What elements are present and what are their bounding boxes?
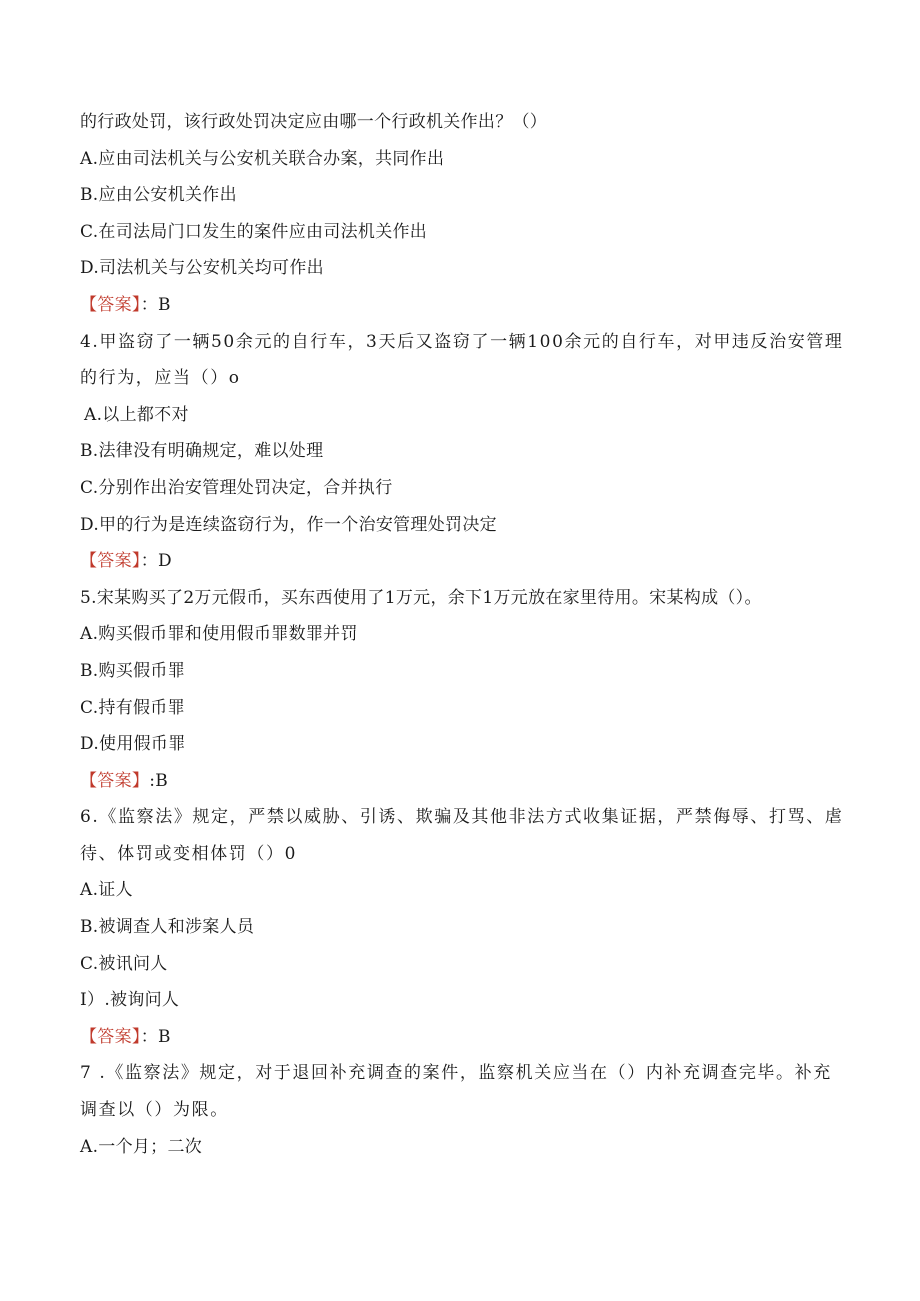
text-line: A.证人: [80, 880, 133, 901]
text-line: A.一个月；二次: [80, 1136, 203, 1157]
answer-value: :B: [149, 770, 169, 791]
text-line: D.使用假币罪: [80, 734, 186, 755]
answer-value: ：B: [140, 1026, 171, 1047]
question-text: 6.《监察法》规定，严禁以威胁、引诱、欺骗及其他非法方式收集证据，严禁侮辱、打骂、虐待、体罚或变相体罚（）0: [80, 807, 844, 864]
text-line: C.分别作出治安管理处罚决定，合并执行: [80, 477, 393, 498]
question-text: 4.甲盗窃了一辆50余元的自行车，3天后又盗窃了一辆100余元的自行车，对甲违反治安管理的行为，应当（）o: [80, 331, 844, 389]
text-line: 5.宋某购买了2万元假币，买东西使用了1万元，余下1万元放在家里待用。宋某构成（）。: [80, 587, 762, 608]
text-line: B.被调查人和涉案人员: [80, 917, 255, 938]
text-line: D.司法机关与公安机关均可作出: [80, 258, 324, 279]
answer-line: [80, 1019, 850, 1056]
text-line: A.购买假币罪和使用假币罪数罪并罚: [80, 624, 358, 645]
text-line: C.被讯问人: [80, 953, 168, 974]
document-body: [80, 104, 850, 1165]
answer-label: 【答案】: [80, 551, 141, 572]
text-line: A.以上都不对: [84, 404, 189, 425]
question-text: 7 .《监察法》规定，对于退回补充调查的案件，监察机关应当在（）内补充调查完毕。补充调查以（）为限。: [80, 1063, 832, 1121]
text-line: 的行政处罚，该行政处罚决定应由哪一个行政机关作出？（）: [80, 112, 548, 132]
text-line: B.购买假币罪: [80, 660, 185, 681]
answer-line: [80, 287, 850, 324]
answer-label: 【答案】: [80, 294, 141, 315]
text-line: A.应由司法机关与公安机关联合办案，共同作出: [80, 148, 445, 169]
answer-value: ：B: [140, 294, 171, 315]
text-line: I）.被询问人: [80, 990, 180, 1011]
answer-label: 【答案】: [80, 770, 150, 791]
answer-value: ：D: [140, 551, 172, 572]
text-line: B.应由公安机关作出: [80, 185, 237, 206]
text-line: C.在司法局门口发生的案件应由司法机关作出: [80, 221, 428, 242]
answer-label: 【答案】: [80, 1026, 141, 1047]
text-line: C.持有假币罪: [80, 697, 185, 718]
answer-line: [80, 543, 850, 580]
text-line: D.甲的行为是连续盗窃行为，作一个治安管理处罚决定: [80, 514, 497, 535]
text-line: B.法律没有明确规定，难以处理: [80, 441, 324, 462]
answer-line: [80, 763, 850, 800]
